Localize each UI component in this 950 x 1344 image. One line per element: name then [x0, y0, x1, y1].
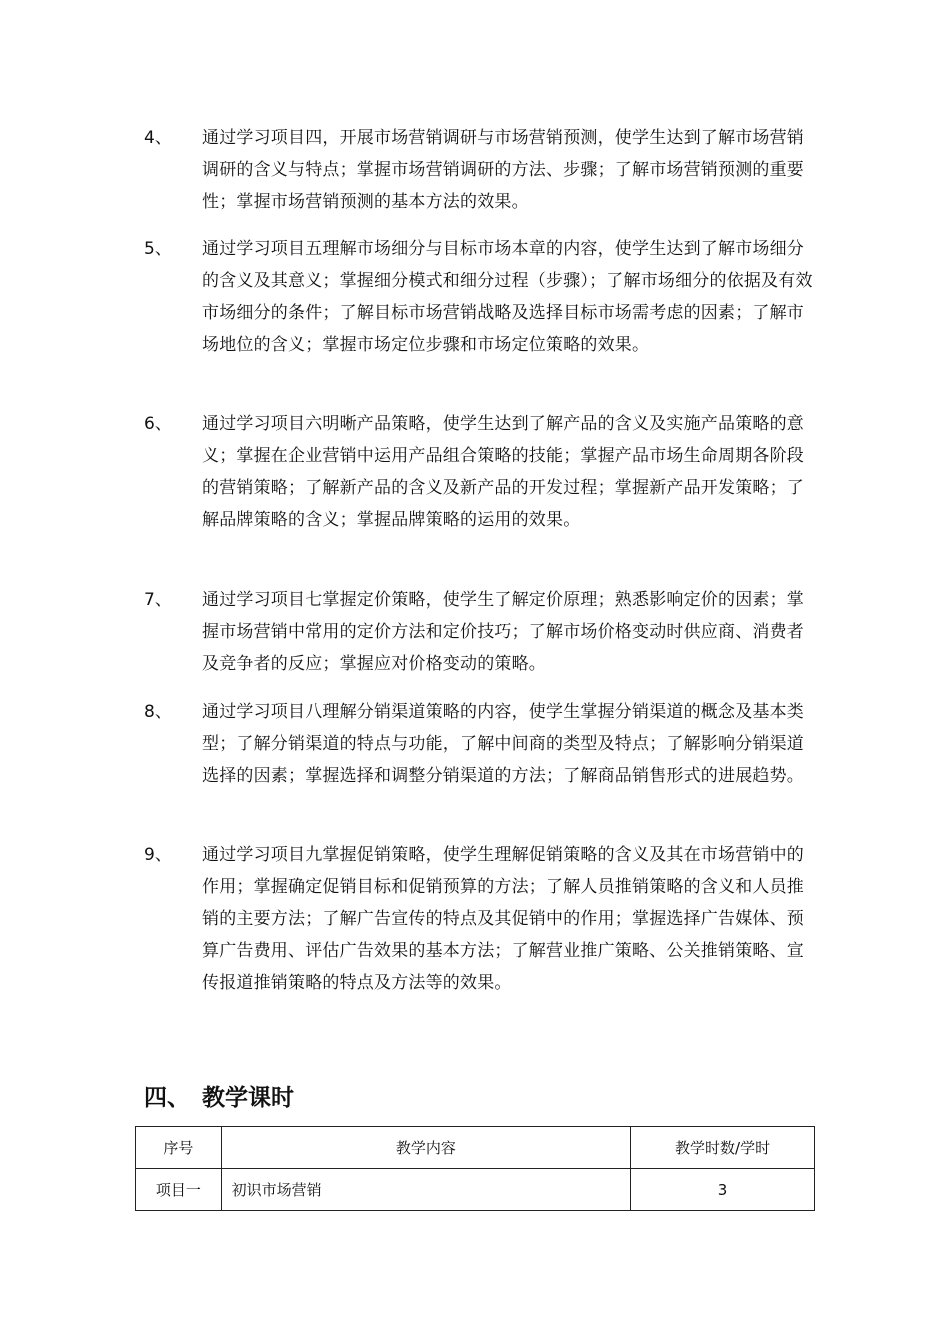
header-index: 序号	[136, 1127, 222, 1169]
table-header-row	[136, 1127, 815, 1169]
item-number: 7、	[144, 590, 172, 610]
item-text: 通过学习项目五理解市场细分与目标市场本章的内容，使学生达到了解市场细分的含义及其意义；掌握细分模式和细分过程（步骤）；了解市场细分的依据及有效市场细分的条件；了解目标市场营销战略及选择目标市场需考虑的因素；了解市场地位的含义；掌握市场定位步骤和市场定位策略的效果。	[202, 239, 813, 355]
list-item	[144, 839, 814, 999]
list-item	[144, 122, 814, 218]
list-item	[144, 584, 814, 680]
list-item	[144, 233, 814, 361]
item-text: 通过学习项目六明晰产品策略，使学生达到了解产品的含义及实施产品策略的意义；掌握在企业营销中运用产品组合策略的技能；掌握产品市场生命周期各阶段的营销策略；了解新产品的含义及新产品的开发过程；掌握新产品开发策略；了解品牌策略的含义；掌握品牌策略的运用的效果。	[202, 414, 804, 530]
item-number: 8、	[144, 702, 172, 722]
header-hours: 教学时数/学时	[631, 1127, 815, 1169]
section-heading	[144, 1080, 294, 1116]
cell-content: 初识市场营销	[221, 1169, 631, 1211]
item-text: 通过学习项目八理解分销渠道策略的内容，使学生掌握分销渠道的概念及基本类型；了解分销渠道的特点与功能，了解中间商的类型及特点；了解影响分销渠道选择的因素；掌握选择和调整分销渠道的方法；了解商品销售形式的进展趋势。	[202, 702, 804, 786]
item-text: 通过学习项目七掌握定价策略，使学生了解定价原理；熟悉影响定价的因素；掌握市场营销中常用的定价方法和定价技巧；了解市场价格变动时供应商、消费者及竞争者的反应；掌握应对价格变动的策略。	[202, 590, 804, 674]
cell-hours: 3	[631, 1169, 815, 1211]
section-number: 四、	[144, 1085, 190, 1111]
item-text: 通过学习项目四，开展市场营销调研与市场营销预测，使学生达到了解市场营销调研的含义与特点；掌握市场营销调研的方法、步骤；了解市场营销预测的重要性；掌握市场营销预测的基本方法的效果。	[202, 128, 804, 212]
cell-index: 项目一	[136, 1169, 222, 1211]
item-text: 通过学习项目九掌握促销策略，使学生理解促销策略的含义及其在市场营销中的作用；掌握确定促销目标和促销预算的方法；了解人员推销策略的含义和人员推销的主要方法；了解广告宣传的特点及其促销中的作用；掌握选择广告媒体、预算广告费用、评估广告效果的基本方法；了解营业推广策略、公关推销策略、宣传报道推销策略的特点及方法等的效果。	[202, 845, 804, 993]
item-number: 4、	[144, 128, 172, 148]
list-item	[144, 696, 814, 792]
header-content: 教学内容	[221, 1127, 631, 1169]
item-number: 9、	[144, 845, 172, 865]
table-row	[136, 1169, 815, 1211]
item-number: 6、	[144, 414, 172, 434]
teaching-hours-table	[135, 1126, 815, 1211]
item-number: 5、	[144, 239, 172, 259]
list-item	[144, 408, 814, 536]
section-title: 教学课时	[202, 1085, 294, 1111]
